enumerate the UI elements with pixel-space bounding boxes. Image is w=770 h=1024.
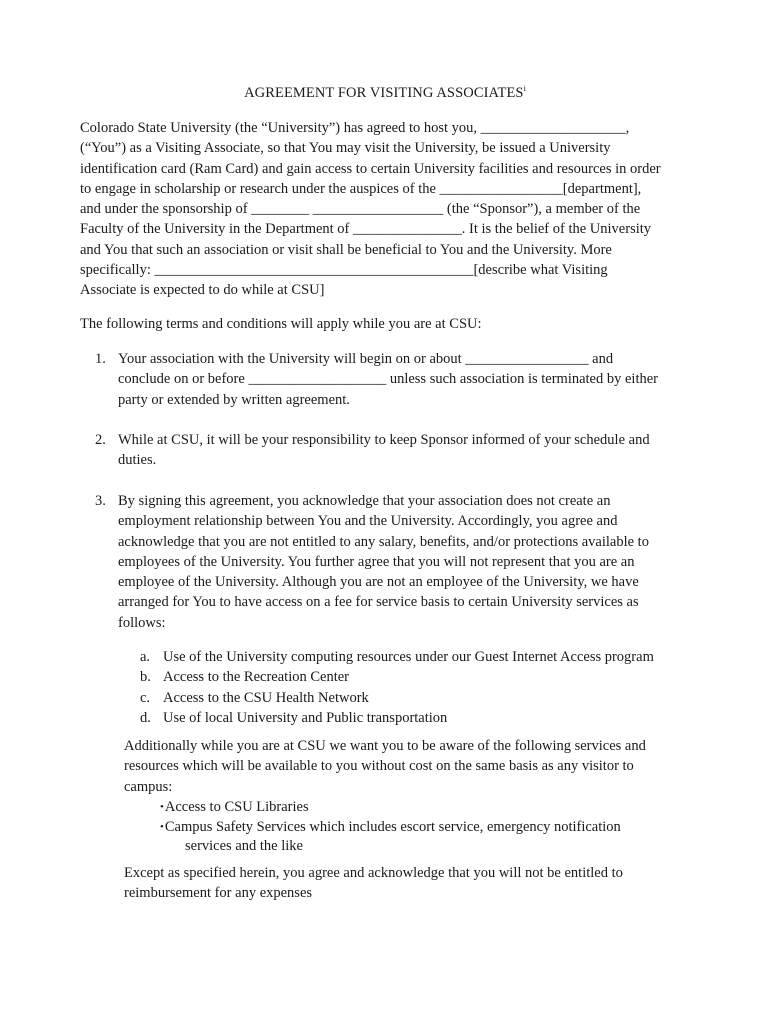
list-item (140, 667, 654, 687)
list-item-text: Use of local University and Public transportation (163, 709, 448, 726)
bullet-item (160, 818, 621, 838)
list-item-text: Access to the CSU Health Network (163, 689, 369, 706)
intro-line: and under the sponsorship of ________ __________________ (the “Sponsor”), a member of the (80, 201, 641, 218)
free-services-list (160, 798, 621, 857)
list-item (140, 647, 654, 667)
title-text: AGREEMENT FOR VISITING ASSOCIATES (244, 85, 524, 101)
bullet-item-continuation: services and the like (185, 838, 303, 854)
term-line: party or extended by written agreement. (118, 391, 350, 408)
intro-line: and You that such an association or visit shall be beneficial to You and the University. More (80, 241, 612, 258)
paragraph-line: resources which will be available to you without cost on the same basis as any visitor to (124, 758, 634, 775)
list-marker: d. (140, 709, 151, 726)
intro-paragraph (80, 118, 690, 301)
intro-line: (“You”) as a Visiting Associate, so that You may visit the University, be issued a University (80, 140, 611, 157)
except-paragraph (124, 864, 623, 903)
term-number: 1. (95, 351, 106, 367)
paragraph-line: reimbursement for any expenses (124, 884, 313, 901)
paragraph-line: Except as specified herein, you agree and acknowledge that you will not be entitled to (124, 865, 623, 881)
list-item-text: Access to the Recreation Center (163, 669, 350, 686)
term-item-1 (95, 349, 695, 410)
term-line: acknowledge that you are not entitled to any salary, benefits, and/or protections available to (118, 533, 649, 550)
term-line: conclude on or before ___________________ unless such association is terminated by either (118, 371, 659, 388)
bullet-item-text: Campus Safety Services which includes escort service, emergency notification (164, 818, 621, 835)
term-line: By signing this agreement, you acknowledge that your association does not create an (118, 493, 611, 509)
term-body (118, 430, 695, 471)
term-line: arranged for You to have access on a fee for service basis to certain University services as (118, 594, 639, 611)
term-line: employment relationship between You and the University. Accordingly, you agree and (118, 513, 618, 530)
term-item-2 (95, 430, 695, 471)
bullet-icon: • (160, 820, 164, 833)
intro-line: to engage in scholarship or research under the auspices of the _________________[department], (80, 180, 642, 197)
term-line: follows: (118, 614, 166, 631)
term-line: Your association with the University will begin on or about _________________ and (118, 351, 614, 367)
list-marker: a. (140, 649, 151, 665)
term-line: employee of the University. Although you are not an employee of the University, we have (118, 574, 639, 591)
fee-services-list (140, 647, 654, 728)
list-item-text: Use of the University computing resources under our Guest Internet Access program (163, 649, 654, 665)
intro-line: identification card (Ram Card) and gain access to certain University facilities and resources in order (80, 160, 661, 177)
title-footnote-marker: i (523, 84, 526, 93)
bullet-icon: • (160, 801, 164, 813)
term-number: 2. (95, 432, 106, 448)
term-line: employees of the University. You further agree that you will not represent that you are an (118, 553, 635, 570)
intro-line: specifically: ____________________________________________[describe what Visiting (80, 262, 608, 279)
bullet-item (160, 798, 621, 818)
intro-line: Colorado State University (the “University”) has agreed to host you, ____________________, (80, 120, 630, 136)
term-line: While at CSU, it will be your responsibility to keep Sponsor informed of your schedule and (118, 432, 650, 448)
list-marker: b. (140, 669, 151, 686)
term-line: duties. (118, 452, 157, 469)
additional-paragraph (124, 736, 646, 797)
term-body (118, 349, 695, 410)
intro-line: Faculty of the University in the Department of _______________. It is the belief of the University (80, 221, 652, 238)
list-item (140, 708, 654, 728)
bullet-item-text: Access to CSU Libraries (164, 799, 309, 815)
term-item-3 (95, 491, 695, 633)
intro-line: Associate is expected to do while at CSU] (80, 282, 325, 299)
paragraph-line: Additionally while you are at CSU we want you to be aware of the following services and (124, 738, 646, 754)
list-marker: c. (140, 689, 151, 706)
document-title (0, 84, 770, 102)
terms-lead: The following terms and conditions will apply while you are at CSU: (80, 316, 482, 332)
term-body (118, 491, 695, 633)
term-number: 3. (95, 493, 106, 509)
paragraph-line: campus: (124, 778, 173, 795)
list-item (140, 688, 654, 708)
